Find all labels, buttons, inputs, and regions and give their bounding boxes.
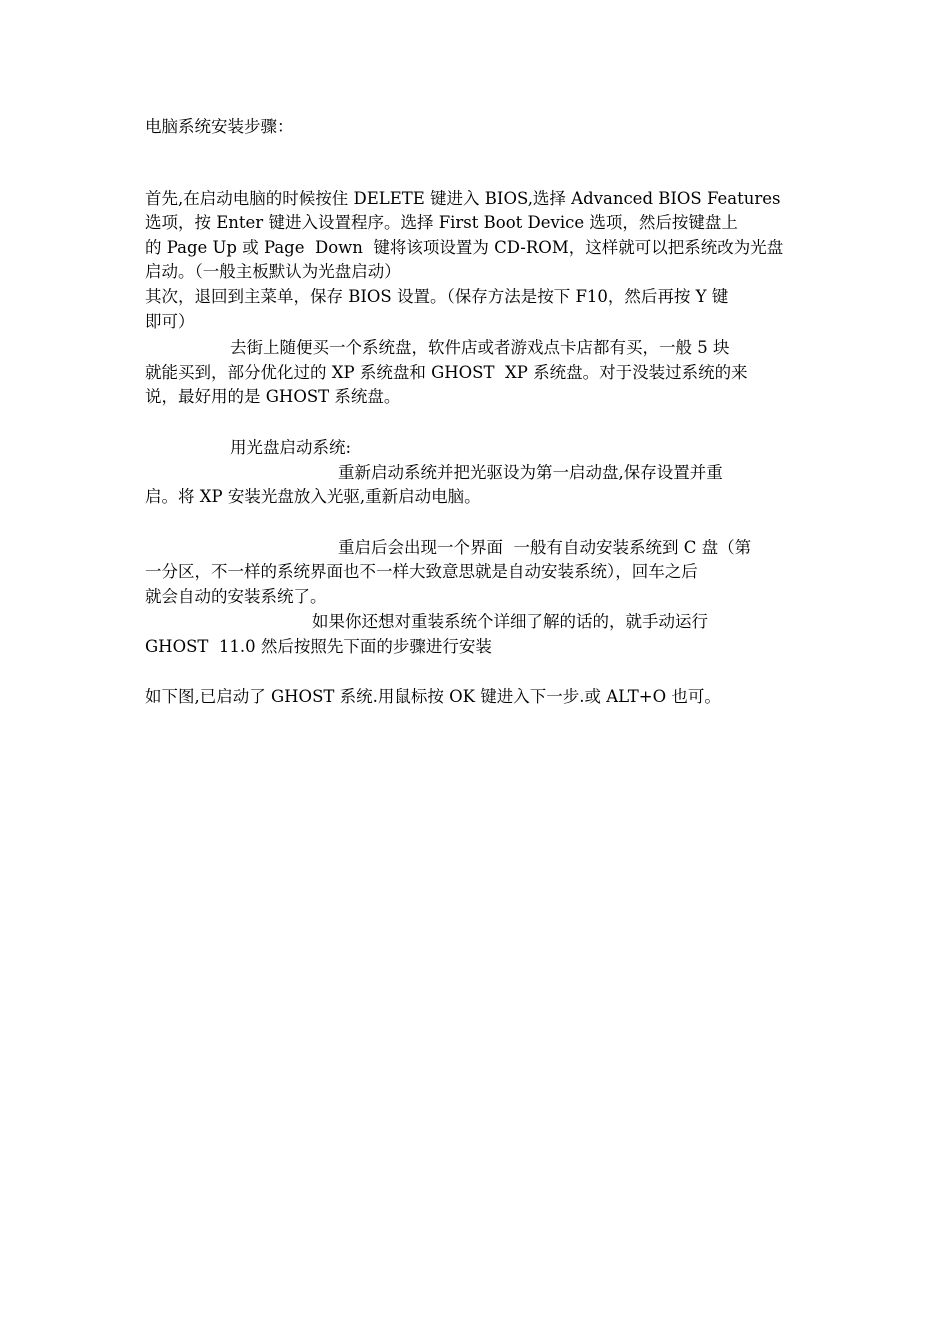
paragraph-3-line-3: 说，最好用的是 GHOST 系统盘。 bbox=[145, 387, 401, 406]
paragraph-6-line-1: 重启后会出现一个界面 一般有自动安装系统到 C 盘（第 bbox=[338, 538, 752, 557]
paragraph-2-line-2: 即可） bbox=[145, 312, 195, 331]
paragraph-3-line-2: 就能买到，部分优化过的 XP 系统盘和 GHOST XP 系统盘。对于没装过系统的来 bbox=[145, 363, 748, 382]
paragraph-6-line-2: 一分区，不一样的系统界面也不一样大致意思就是自动安装系统），回车之后 bbox=[145, 562, 698, 581]
paragraph-7-line-1: 如果你还想对重装系统个详细了解的话的，就手动运行 bbox=[312, 612, 708, 631]
paragraph-2-line-1: 其次，退回到主菜单，保存 BIOS 设置。（保存方法是按下 F10，然后再按 Y 键 bbox=[145, 287, 729, 306]
paragraph-5-line-1: 重新启动系统并把光驱设为第一启动盘,保存设置并重 bbox=[338, 463, 723, 482]
paragraph-3-line-1: 去街上随便买一个系统盘，软件店或者游戏点卡店都有买，一般 5 块 bbox=[230, 338, 730, 357]
paragraph-1-line-2: 选项，按 Enter 键进入设置程序。选择 First Boot Device 选项，然后按键盘上 bbox=[145, 213, 738, 232]
paragraph-7-line-2: GHOST 11.0 然后按照先下面的步骤进行安装 bbox=[145, 637, 492, 656]
paragraph-4-heading: 用光盘启动系统: bbox=[230, 438, 352, 457]
document-title: 电脑系统安装步骤： bbox=[145, 117, 294, 136]
paragraph-1-line-4: 启动。（一般主板默认为光盘启动） bbox=[145, 262, 401, 281]
paragraph-1-line-1: 首先,在启动电脑的时候按住 DELETE 键进入 BIOS,选择 Advanced BIOS Features bbox=[145, 189, 781, 208]
paragraph-5-line-2: 启。将 XP 安装光盘放入光驱,重新启动电脑。 bbox=[145, 487, 481, 506]
paragraph-8: 如下图,已启动了 GHOST 系统.用鼠标按 OK 键进入下一步.或 ALT+O 也可。 bbox=[145, 687, 721, 706]
paragraph-1-line-3: 的 Page Up 或 Page Down 键将该项设置为 CD-ROM，这样就可以把系统改为光盘 bbox=[145, 238, 784, 257]
paragraph-6-line-3: 就会自动的安装系统了。 bbox=[145, 587, 327, 606]
